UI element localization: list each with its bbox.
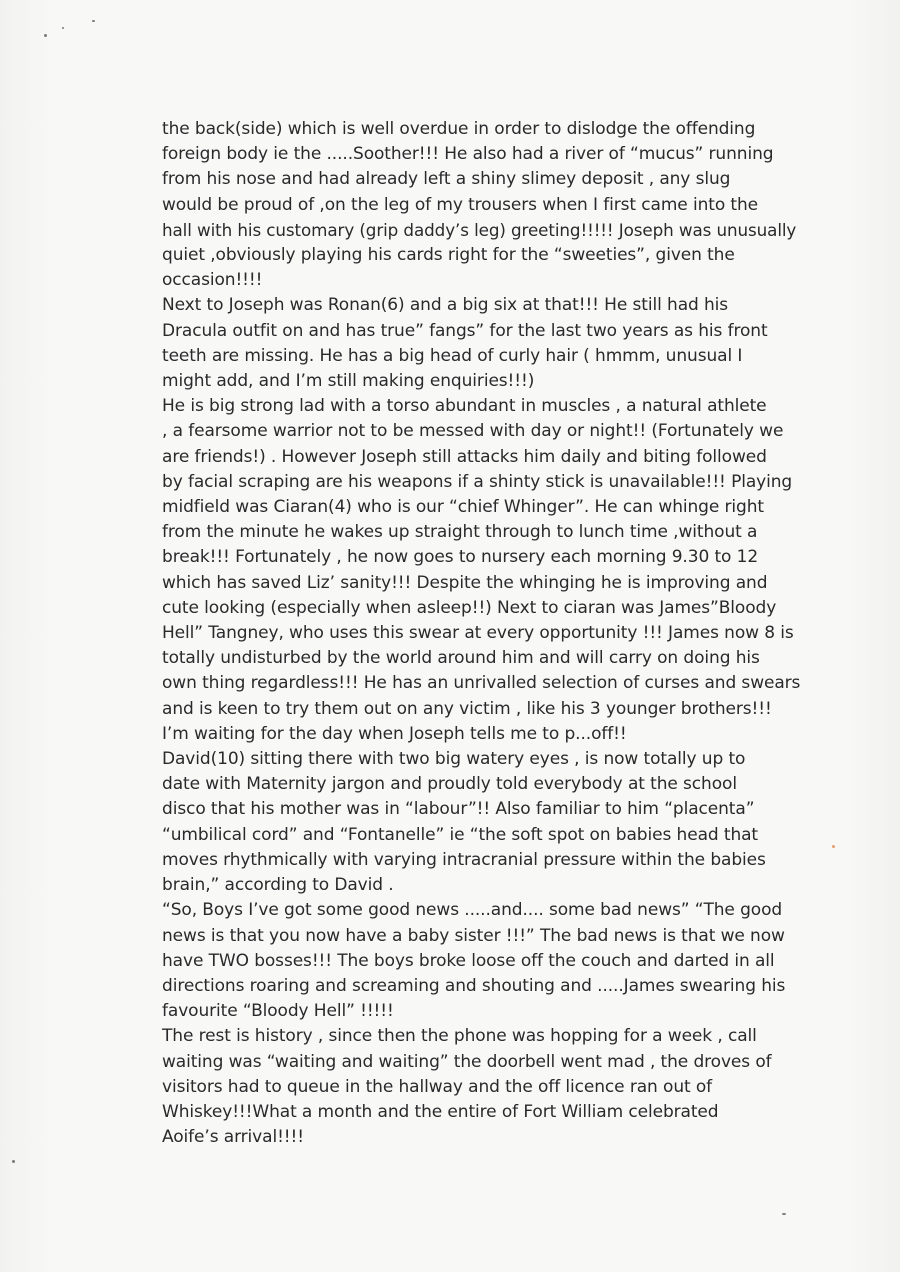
text-line: The rest is history , since then the phone was hopping for a week , call: [162, 1026, 757, 1047]
text-line: from the minute he wakes up straight through to lunch time ,without a: [162, 522, 758, 543]
text-line: disco that his mother was in “labour”!! Also familiar to him “placenta”: [162, 799, 755, 820]
scan-speck: [832, 845, 835, 848]
text-line: break!!! Fortunately , he now goes to nursery each morning 9.30 to 12: [162, 547, 759, 568]
text-line: visitors had to queue in the hallway and the off licence ran out of: [162, 1076, 713, 1097]
text-line: Dracula outfit on and has true” fangs” for the last two years as his front: [162, 320, 768, 341]
text-line: and is keen to try them out on any victim , like his 3 younger brothers!!!: [162, 698, 772, 719]
text-line: are friends!) . However Joseph still attacks him daily and biting followed: [162, 446, 767, 467]
text-line: favourite “Bloody Hell” !!!!!: [162, 1001, 394, 1022]
text-line: totally undisturbed by the world around him and will carry on doing his: [162, 648, 760, 669]
text-line: Next to Joseph was Ronan(6) and a big six at that!!! He still had his: [162, 295, 729, 316]
text-line: from his nose and had already left a shiny slimey deposit , any slug: [162, 169, 731, 190]
text-line: I’m waiting for the day when Joseph tells me to p...off!!: [162, 723, 627, 744]
text-line: , a fearsome warrior not to be messed with day or night!! (Fortunately we: [162, 421, 784, 442]
text-line: “So, Boys I’ve got some good news .....and.... some bad news” “The good: [162, 900, 783, 921]
text-line: teeth are missing. He has a big head of curly hair ( hmmm, unusual I: [162, 345, 743, 366]
text-line: hall with his customary (grip daddy’s leg) greeting!!!!! Joseph was unusually: [162, 219, 797, 240]
text-line: cute looking (especially when asleep!!) Next to ciaran was James”Bloody: [162, 597, 777, 618]
text-line: have TWO bosses!!! The boys broke loose off the couch and darted in all: [162, 950, 775, 971]
text-line: the back(side) which is well overdue in order to dislodge the offending: [162, 119, 756, 139]
text-line: waiting was “waiting and waiting” the doorbell went mad , the droves of: [162, 1051, 772, 1072]
text-line: would be proud of ,on the leg of my trousers when I first came into the: [162, 194, 759, 215]
text-line: date with Maternity jargon and proudly told everybody at the school: [162, 774, 737, 795]
text-line: Whiskey!!!What a month and the entire of Fort William celebrated: [162, 1101, 719, 1122]
text-line: Aoife’s arrival!!!!: [162, 1127, 304, 1148]
text-line: moves rhythmically with varying intracranial pressure within the babies: [162, 849, 766, 870]
text-line: He is big strong lad with a torso abundant in muscles , a natural athlete: [162, 396, 767, 417]
text-line: brain,” according to David .: [162, 875, 394, 896]
text-line: own thing regardless!!! He has an unrivalled selection of curses and swears: [162, 673, 801, 694]
scan-speck: [12, 1160, 15, 1163]
text-line: news is that you now have a baby sister !!!” The bad news is that we now: [162, 925, 785, 946]
scan-speck: [92, 20, 95, 22]
letter-body: [162, 117, 802, 1150]
text-line: which has saved Liz’ sanity!!! Despite the whinging he is improving and: [162, 572, 768, 593]
text-line: quiet ,obviously playing his cards right for the “sweeties”, given the: [162, 245, 735, 266]
text-line: by facial scraping are his weapons if a shinty stick is unavailable!!! Playing: [162, 471, 793, 492]
text-line: Hell” Tangney, who uses this swear at every opportunity !!! James now 8 is: [162, 623, 794, 644]
scan-speck: [44, 34, 47, 37]
text-line: “umbilical cord” and “Fontanelle” ie “the soft spot on babies head that: [162, 824, 759, 845]
scan-speck: [782, 1213, 786, 1215]
text-line: occasion!!!!: [162, 270, 263, 291]
text-line: directions roaring and screaming and shouting and .....James swearing his: [162, 975, 786, 996]
text-line: midfield was Ciaran(4) who is our “chief Whinger”. He can whinge right: [162, 497, 764, 518]
text-line: might add, and I’m still making enquiries!!!): [162, 371, 535, 392]
text-line: foreign body ie the .....Soother!!! He also had a river of “mucus” running: [162, 144, 774, 165]
scan-speck: [62, 27, 64, 29]
text-line: David(10) sitting there with two big watery eyes , is now totally up to: [162, 749, 746, 770]
